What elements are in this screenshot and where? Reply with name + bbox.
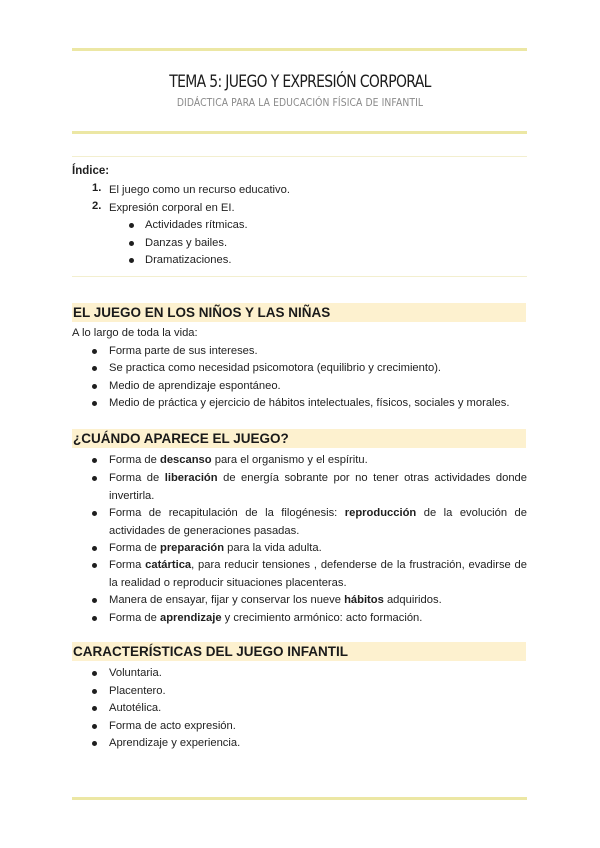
document-title: TEMA 5: JUEGO Y EXPRESIÓN CORPORAL — [169, 72, 431, 92]
index-subitem: Danzas y bailes. — [145, 237, 228, 249]
bullet-dot — [92, 401, 97, 406]
index-subitem: Actividades rítmicas. — [145, 219, 248, 231]
list-item: Se practica como necesidad psicomotora (equilibrio y crecimiento). — [109, 362, 442, 374]
list-item: Placentero. — [109, 685, 166, 697]
bullet-dot — [92, 476, 97, 481]
bullet-dot — [92, 706, 97, 711]
footer-rule — [72, 797, 527, 800]
list-item: Manera de ensayar, fijar y conservar los nueve hábitos adquiridos. — [109, 594, 442, 606]
index-subitem: Dramatizaciones. — [145, 254, 232, 266]
list-item: Autotélica. — [109, 702, 162, 714]
list-item: Medio de práctica y ejercicio de hábitos intelectuales, físicos, sociales y morales. — [109, 397, 510, 409]
index-top-rule — [72, 156, 527, 157]
list-item: Forma de descanso para el organismo y el espíritu. — [109, 454, 368, 466]
bullet-dot — [92, 546, 97, 551]
bullet-dot — [129, 223, 134, 228]
section-heading: CARACTERÍSTICAS DEL JUEGO INFANTIL — [72, 642, 526, 661]
bullet-dot — [92, 458, 97, 463]
list-item: Aprendizaje y experiencia. — [109, 737, 241, 749]
index-bottom-rule — [72, 276, 527, 277]
index-number: 2. — [92, 200, 102, 212]
document-subtitle: DIDÁCTICA PARA LA EDUCACIÓN FÍSICA DE INFANTIL — [176, 96, 424, 109]
bullet-dot — [129, 258, 134, 263]
bullet-dot — [92, 671, 97, 676]
bullet-dot — [92, 366, 97, 371]
list-item: Forma de recapitulación de la filogénesis: reproducción de la evolución de actividades de generaciones pasadas. — [109, 507, 528, 537]
section-heading: EL JUEGO EN LOS NIÑOS Y LAS NIÑAS — [72, 303, 526, 322]
bullet-dot — [92, 349, 97, 354]
index-item: Expresión corporal en EI. — [109, 202, 235, 214]
header-bottom-rule — [72, 131, 527, 134]
bullet-dot — [92, 598, 97, 603]
list-item: Forma de aprendizaje y crecimiento armónico: acto formación. — [109, 612, 423, 624]
bullet-dot — [92, 616, 97, 621]
bullet-dot — [92, 384, 97, 389]
section-heading: ¿CUÁNDO APARECE EL JUEGO? — [72, 429, 526, 448]
bullet-dot — [92, 511, 97, 516]
bullet-dot — [92, 741, 97, 746]
list-item: Forma de acto expresión. — [109, 720, 236, 732]
bullet-dot — [92, 563, 97, 568]
index-label: Índice: — [72, 165, 110, 177]
list-item: Medio de aprendizaje espontáneo. — [109, 380, 281, 392]
bullet-dot — [92, 724, 97, 729]
list-item: Forma de liberación de energía sobrante por no tener otras actividades donde invertirla. — [109, 472, 527, 502]
index-item: El juego como un recurso educativo. — [109, 184, 290, 196]
index-number: 1. — [92, 182, 102, 194]
top-rule — [72, 48, 527, 51]
bullet-dot — [129, 241, 134, 246]
list-item: Forma parte de sus intereses. — [109, 345, 258, 357]
list-item: Forma catártica, para reducir tensiones , defenderse de la frustración, evadirse de la realidad o reproducir situaciones placenteras. — [109, 559, 527, 589]
section-intro: A lo largo de toda la vida: — [72, 327, 198, 339]
bullet-dot — [92, 689, 97, 694]
list-item: Forma de preparación para la vida adulta. — [109, 542, 322, 554]
list-item: Voluntaria. — [109, 667, 162, 679]
